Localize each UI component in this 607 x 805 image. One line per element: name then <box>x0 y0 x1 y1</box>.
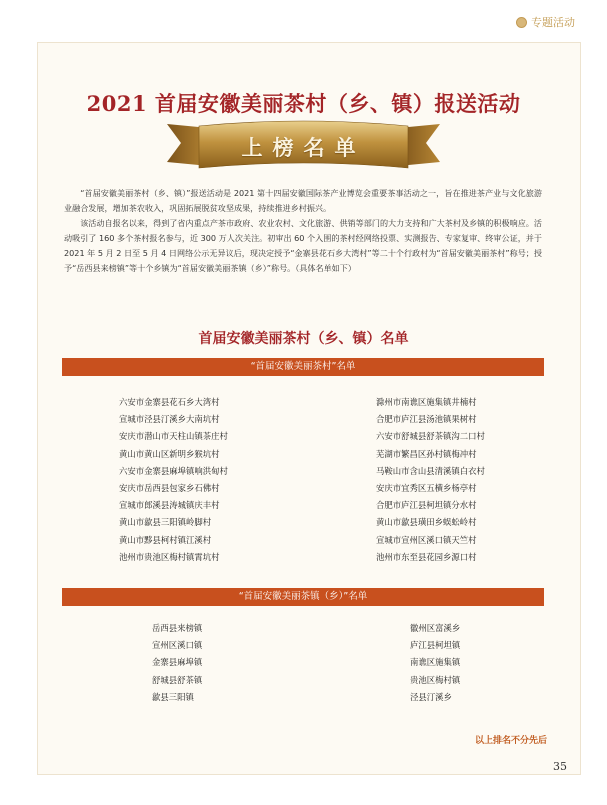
page-title: 2021 首届安徽美丽茶村（乡、镇）报送活动 <box>86 91 521 116</box>
list-item: 池州市贵池区梅村镇霄坑村 <box>119 551 220 562</box>
list-item: 宣城市宣州区溪口镇天竺村 <box>376 534 477 545</box>
list-item: 合肥市庐江县柯坦镇分水村 <box>376 500 477 511</box>
list-item: 六安市金寨县麻埠镇响洪甸村 <box>119 465 228 476</box>
list-item: 徽州区富溪乡 <box>410 623 461 633</box>
intro-text <box>64 186 542 276</box>
list-item: 芜湖市繁昌区孙村镇梅冲村 <box>376 448 477 459</box>
list-item: 黄山市黄山区新明乡猴坑村 <box>119 448 220 459</box>
towns-bar: “首届安徽美丽茶镇（乡）”名单 <box>62 588 544 606</box>
list-item: 舒城县舒茶镇 <box>152 674 203 685</box>
list-item: 黄山市黟县柯村镇江溪村 <box>119 534 212 545</box>
section-tag-label: 专题活动 <box>531 16 575 29</box>
list-item: 庐江县柯坦镇 <box>410 640 461 651</box>
list-item: 泾县汀溪乡 <box>410 691 452 702</box>
list-item: 池州市东至县花园乡源口村 <box>376 551 477 562</box>
list-section-title: 首届安徽美丽茶村（乡、镇）名单 <box>198 331 409 347</box>
villages-bar: “首届安徽美丽茶村”名单 <box>62 358 544 376</box>
list-item: 宣城市郎溪县涛城镇庆丰村 <box>119 500 220 511</box>
page-number: 35 <box>553 760 567 773</box>
list-item: 宣州区溪口镇 <box>152 640 203 651</box>
list-item: 六安市舒城县舒茶镇沟二口村 <box>376 431 485 442</box>
list-item: 宣城市泾县汀溪乡大南坑村 <box>119 414 220 425</box>
ribbon-label: 上榜名单 <box>241 135 366 160</box>
list-item: 岳西县来榜镇 <box>152 623 203 633</box>
intro-paragraph-2: 该活动自报名以来，得到了省内重点产茶市政府、农业农村、文化旅游、供销等部门的大力支持和广大茶村及乡镇的积极响应。活动吸引了 160 多个茶村报名参与，近 300 万人次关注。初审出 60 个入围的茶村经网络投票、实测报告、专家复审、终审公证，并于 2021 年 5 月 2 日至 5 月 4 日网络公示无异议后，现决定授予“金寨县花石乡大湾村”等二十个行政村为“首届安徽美丽茶村”称号；授予“岳西县来榜镇”等十个乡镇为“首届安徽美丽茶镇（乡）”称号。（具体名单如下） <box>64 218 542 273</box>
list-item: 合肥市庐江县汤池镇果树村 <box>376 414 477 425</box>
list-item: 六安市金寨县花石乡大湾村 <box>119 397 220 407</box>
list-item: 滁州市南谯区施集镇井楠村 <box>376 397 477 407</box>
list-item: 黄山市歙县璜田乡蜈蚣岭村 <box>376 517 477 528</box>
list-item: 黄山市歙县三阳镇岭脚村 <box>119 517 212 528</box>
list-item: 安庆市宜秀区五横乡杨亭村 <box>376 483 477 494</box>
section-tag <box>516 14 575 30</box>
list-item: 歙县三阳镇 <box>152 691 194 702</box>
list-item: 贵池区梅村镇 <box>410 674 461 685</box>
ribbon-banner <box>165 118 442 176</box>
list-item: 金寨县麻埠镇 <box>152 657 203 668</box>
footnote: 以上排名不分先后 <box>474 736 547 746</box>
villages-list-right <box>376 394 485 566</box>
intro-paragraph-1: “首届安徽美丽茶村（乡、镇）”报送活动是 2021 第十四届安徽国际茶产业博览会重要茶事活动之一，旨在推进茶产业与文化旅游业融合发展，增加茶农收入，巩固拓展脱贫攻坚成果，持续推进乡村振兴。 <box>64 188 542 213</box>
villages-list-left <box>119 394 228 566</box>
list-item: 安庆市岳西县包家乡石佛村 <box>119 483 220 494</box>
towns-list-right <box>410 620 460 706</box>
list-item: 马鞍山市含山县清溪镇白衣村 <box>376 465 485 476</box>
list-item: 南谯区施集镇 <box>410 657 461 668</box>
towns-list-left <box>152 620 202 706</box>
list-item: 安庆市潜山市天柱山镇茶庄村 <box>119 431 228 442</box>
circle-icon <box>516 17 527 28</box>
